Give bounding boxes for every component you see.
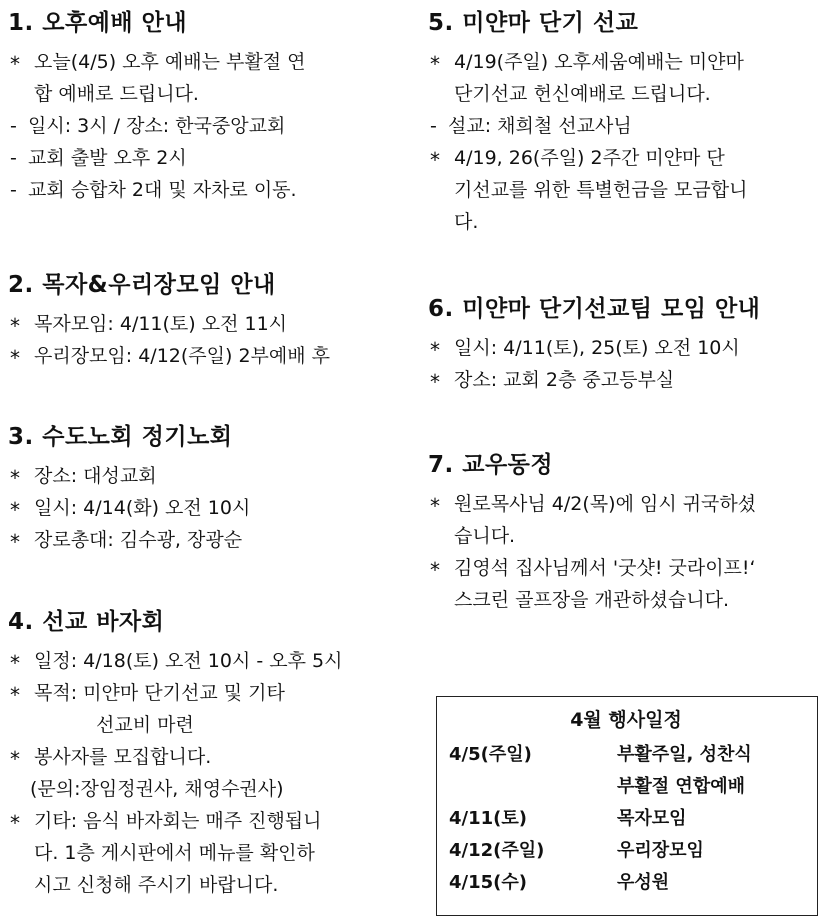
section-title: 5. 미얀마 단기 선교	[428, 10, 639, 36]
dash-item: - 일시: 3시 / 장소: 한국중앙교회	[8, 110, 388, 142]
schedule-date: 4/11(토)	[449, 808, 527, 829]
section-title: 7. 교우동정	[428, 452, 554, 478]
section-title: 3. 수도노회 정기노회	[8, 424, 233, 450]
bullet-item: * 목자모임: 4/11(토) 오전 11시	[8, 308, 388, 340]
dash-item: - 설교: 채희철 선교사님	[428, 110, 828, 142]
bullet-item: * 4/19(주일) 오후세움예배는 미얀마	[428, 46, 828, 78]
bullet-item: * 오늘(4/5) 오후 예배는 부활절 연	[8, 46, 388, 78]
schedule-row	[449, 771, 803, 803]
section-title: 4. 선교 바자회	[8, 609, 165, 635]
bullet-continuation: 기선교를 위한 특별헌금을 모금합니	[454, 179, 748, 201]
bullet-item: * 일시: 4/11(토), 25(토) 오전 10시	[428, 332, 828, 364]
bullet-continuation: 선교비 마련	[96, 714, 194, 736]
schedule-date: 4/15(수)	[449, 872, 527, 893]
bullet-item: * 장소: 대성교회	[8, 460, 388, 492]
schedule-event: 부활주일, 성찬식	[617, 744, 752, 765]
bullet-continuation: (문의:장임정권사, 채영수권사)	[30, 778, 284, 800]
section-member-news	[428, 450, 828, 616]
dash-item: - 교회 출발 오후 2시	[8, 142, 388, 174]
bullet-item: * 우리장모임: 4/12(주일) 2부예배 후	[8, 340, 388, 372]
section-leaders-meeting	[8, 270, 388, 372]
schedule-date: 4/5(주일)	[449, 744, 532, 765]
bullet-continuation: 다.	[454, 211, 479, 233]
schedule-date	[449, 771, 617, 803]
schedule-event: 우성원	[617, 872, 670, 893]
section-presbytery	[8, 422, 388, 556]
bullet-item: * 4/19, 26(주일) 2주간 미얀마 단	[428, 142, 828, 174]
bullet-continuation: 습니다.	[454, 525, 516, 547]
schedule-event: 우리장모임	[617, 840, 704, 861]
bullet-item: * 기타: 음식 바자회는 매주 진행됩니	[8, 805, 388, 837]
bullet-continuation: 다. 1층 게시판에서 메뉴를 확인하	[34, 842, 315, 864]
section-title: 6. 미얀마 단기선교팀 모임 안내	[428, 296, 761, 322]
schedule-event: 목자모임	[617, 808, 687, 829]
section-title: 2. 목자&우리장모임 안내	[8, 272, 276, 298]
bullet-item: * 일시: 4/14(화) 오전 10시	[8, 492, 388, 524]
section-title: 1. 오후예배 안내	[8, 10, 188, 36]
schedule-row	[449, 739, 803, 771]
section-mission-bazaar	[8, 607, 388, 901]
schedule-title: 4월 행사일정	[570, 709, 682, 731]
schedule-date: 4/12(주일)	[449, 840, 545, 861]
bullet-continuation: 단기선교 헌신예배로 드립니다.	[454, 83, 711, 105]
bullet-item: * 김영석 집사님께서 '굿샷! 굿라이프!‘	[428, 552, 828, 584]
bullet-continuation: 스크린 골프장을 개관하셨습니다.	[454, 589, 730, 611]
dash-item: - 교회 승합차 2대 및 자차로 이동.	[8, 174, 388, 206]
bullet-item: * 장소: 교회 2층 중고등부실	[428, 364, 828, 396]
schedule-event: 부활절 연합예배	[617, 776, 745, 797]
section-myanmar-mission	[428, 8, 828, 238]
bullet-item: * 장로총대: 김수광, 장광순	[8, 524, 388, 556]
april-schedule-box	[436, 696, 818, 916]
bullet-item: * 일정: 4/18(토) 오전 10시 - 오후 5시	[8, 645, 388, 677]
bullet-continuation: 합 예배로 드립니다.	[34, 83, 199, 105]
bullet-continuation: 시고 신청해 주시기 바랍니다.	[34, 874, 279, 896]
schedule-row	[449, 835, 803, 867]
bullet-item: * 봉사자를 모집합니다.	[8, 741, 388, 773]
section-afternoon-service	[8, 8, 388, 206]
schedule-row	[449, 867, 803, 899]
bullet-item: * 목적: 미얀마 단기선교 및 기타	[8, 677, 388, 709]
schedule-row	[449, 803, 803, 835]
section-mission-team-meeting	[428, 294, 828, 396]
bullet-item: * 원로목사님 4/2(목)에 임시 귀국하셨	[428, 488, 828, 520]
